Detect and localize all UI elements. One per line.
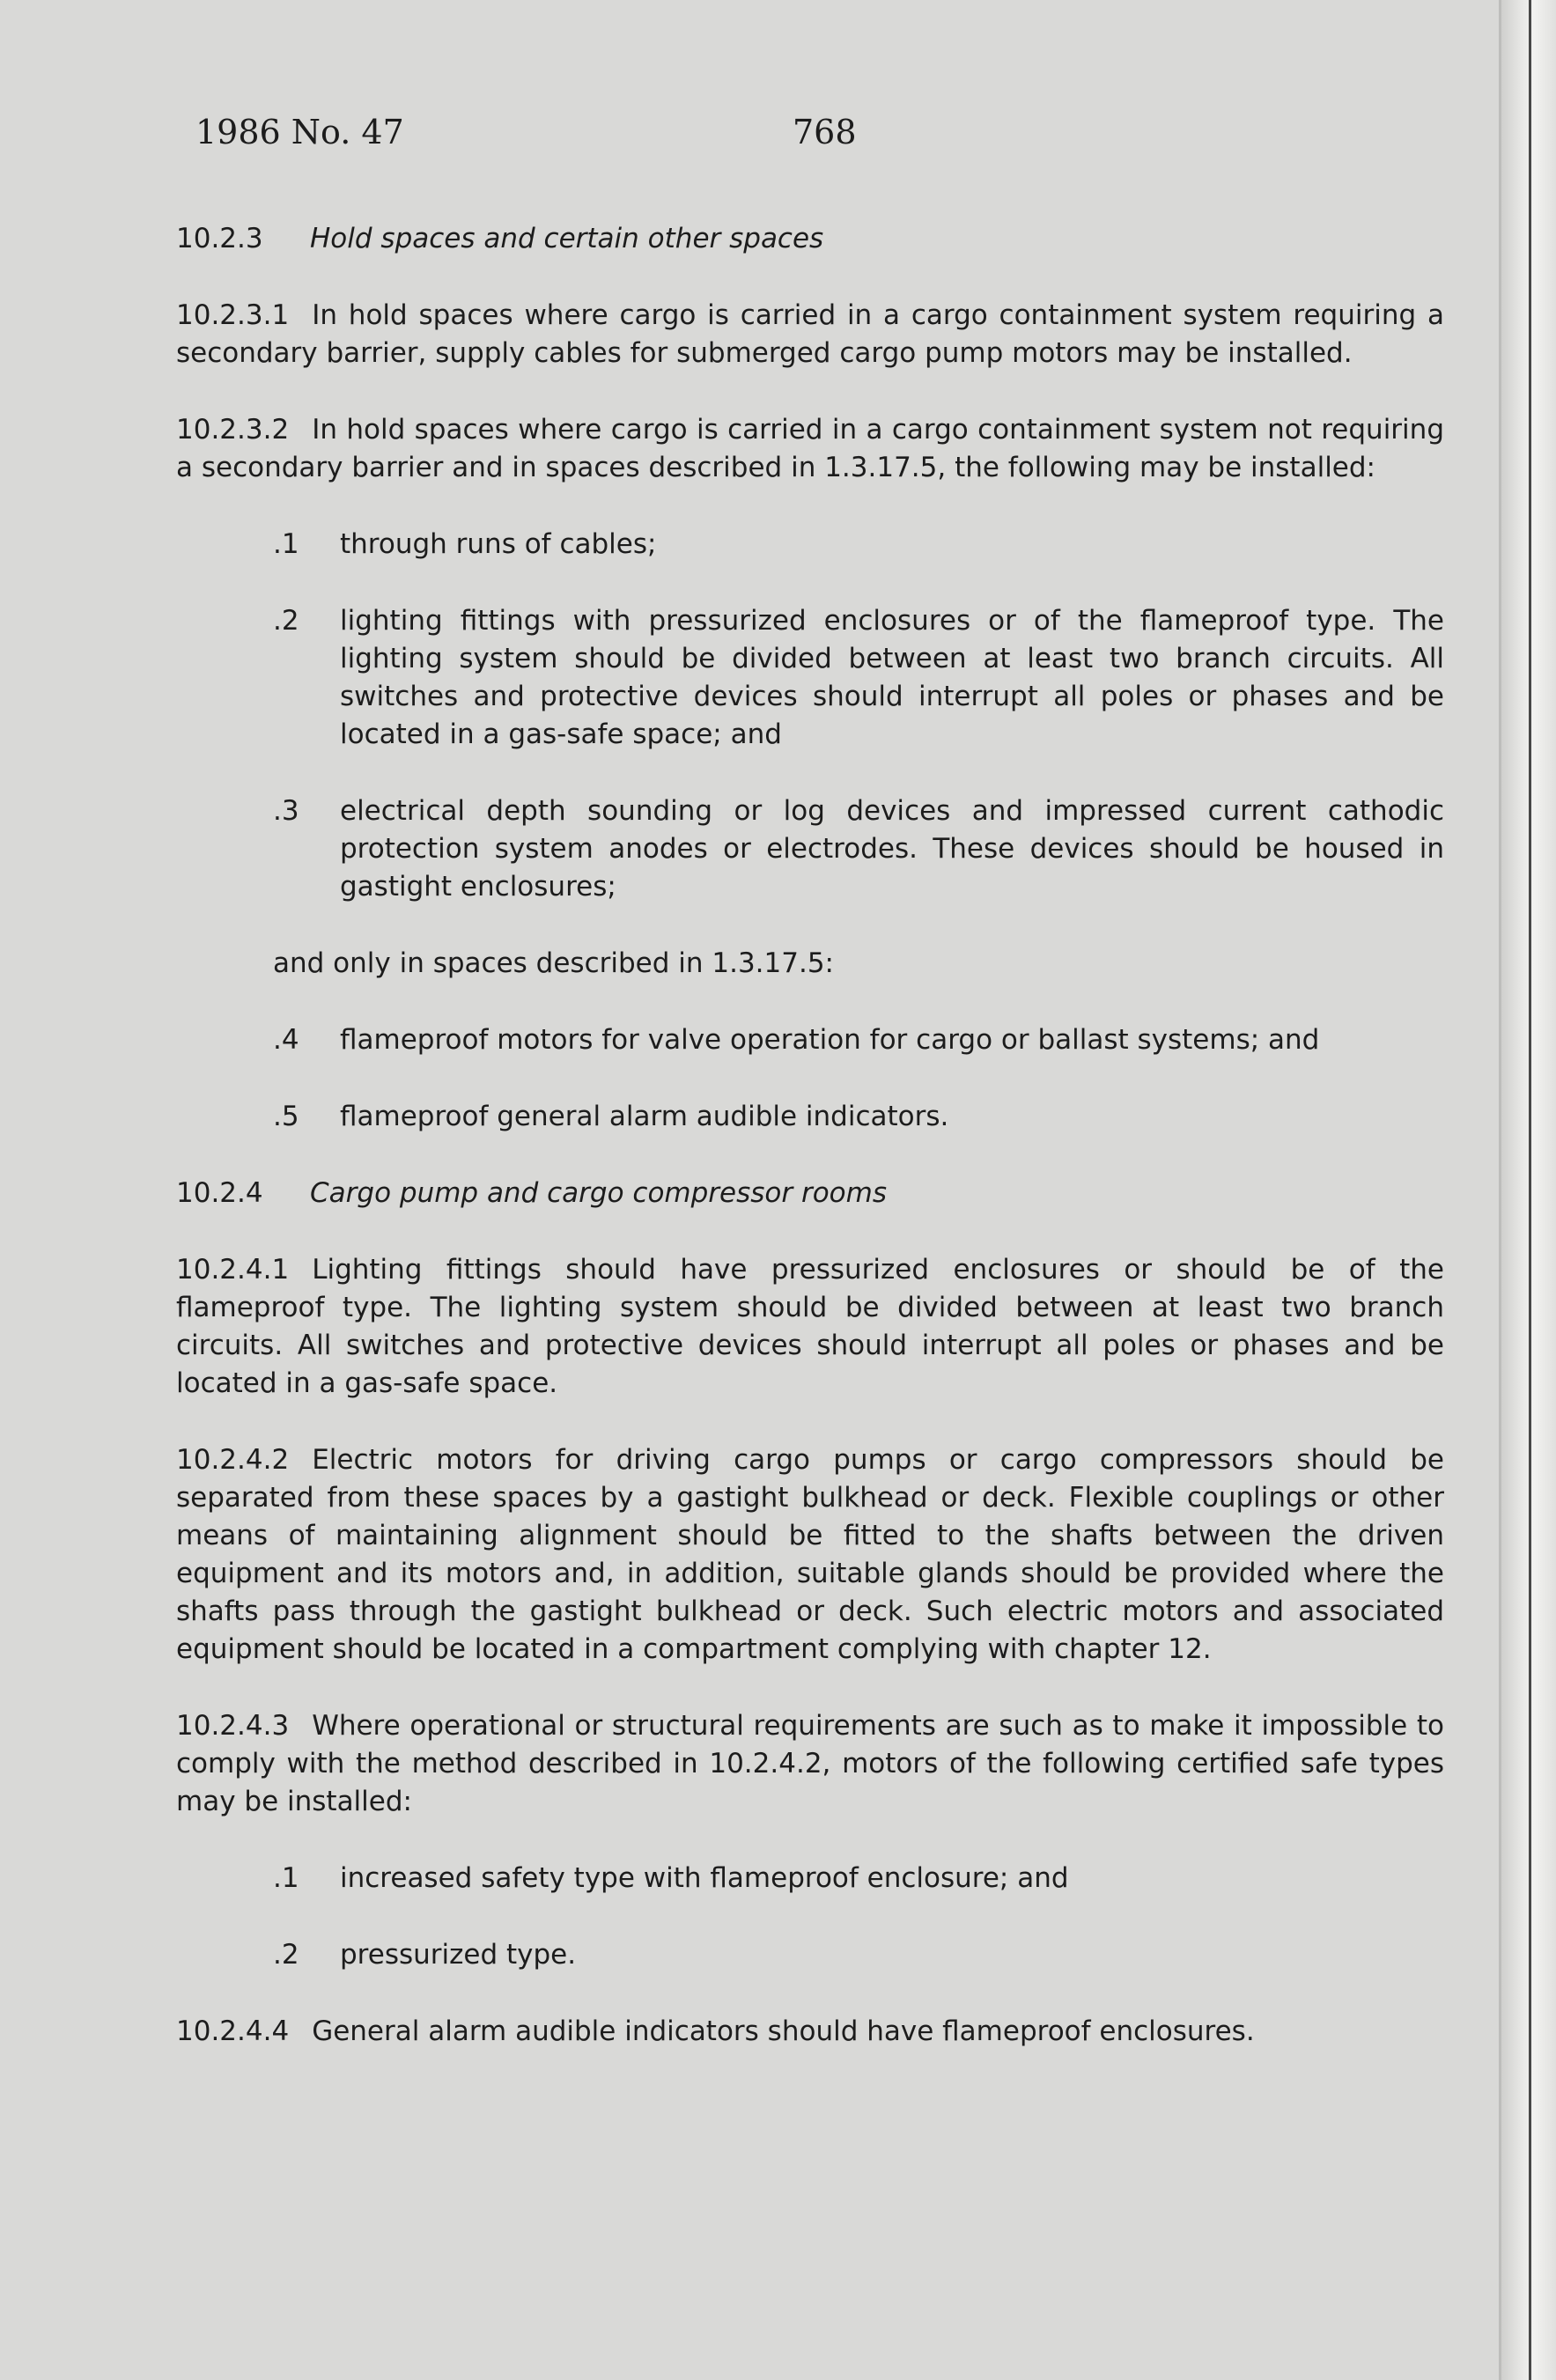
paragraph-number: 10.2.3.2 (176, 414, 290, 446)
paragraph-10-2-4-3 (176, 1707, 1444, 1821)
paragraph-number: 10.2.4.2 (176, 1444, 290, 1476)
page-number: 768 (793, 113, 857, 151)
list-item-number: .2 (273, 1939, 299, 1971)
document-body (176, 220, 1444, 2089)
document-reference: 1986 No. 47 (195, 113, 404, 151)
paragraph-text: Where operational or structural requirements are such as to make it impossible to comply with the method described in 10.2.4.2, motors of the following certified safe types may be installed: (176, 1710, 1444, 1817)
list-item-text: pressurized type. (340, 1939, 577, 1971)
list-item (273, 1936, 1444, 1974)
list-item-number: .5 (273, 1101, 299, 1132)
list-item (273, 1860, 1444, 1897)
list-item-text: increased safety type with flameproof enclosure; and (340, 1862, 1069, 1894)
list-item (273, 526, 1444, 564)
paragraph-10-2-4-2 (176, 1441, 1444, 1669)
list-item (273, 792, 1444, 906)
section-heading-10-2-4 (176, 1175, 1444, 1212)
list-item-text: flameproof general alarm audible indicators. (340, 1101, 949, 1132)
paragraph-text: Electric motors for driving cargo pumps or cargo compressors should be separated from these spaces by a gastight bulkhead or deck. Flexible couplings or other means of maintaining alignment should be fitted to the shafts between the driven equipment and its motors and, in addition, suitable glands should be provided where the shafts pass through the gastight bulkhead or deck. Such electric motors and associated equipment should be located in a compartment complying with chapter 12. (176, 1444, 1444, 1665)
list-item-number: .1 (273, 1862, 299, 1894)
list-item-number: .4 (273, 1024, 299, 1056)
list-item-text: flameproof motors for valve operation for cargo or ballast systems; and (340, 1024, 1320, 1056)
list-item-text: through runs of cables; (340, 528, 657, 560)
paragraph-number: 10.2.3.1 (176, 299, 290, 331)
paragraph-10-2-4-4 (176, 2013, 1444, 2051)
paragraph-10-2-3-2 (176, 411, 1444, 487)
paragraph-number: 10.2.4.3 (176, 1710, 290, 1742)
binding-edge-line (1529, 0, 1531, 2380)
page-edge (1499, 0, 1556, 2380)
list-item-number: .3 (273, 795, 299, 827)
list-item-number: .2 (273, 605, 299, 637)
section-title: Hold spaces and certain other spaces (310, 223, 824, 254)
paragraph-number: 10.2.4.4 (176, 2015, 290, 2047)
paragraph-number: 10.2.4.1 (176, 1254, 290, 1286)
paragraph-text: In hold spaces where cargo is carried in a cargo containment system not requiring a secondary barrier and in spaces described in 1.3.17.5, the following may be installed: (176, 414, 1444, 483)
list-item (273, 1021, 1444, 1059)
paragraph-text: In hold spaces where cargo is carried in a cargo containment system requiring a secondary barrier, supply cables for submerged cargo pump motors may be installed. (176, 299, 1444, 369)
list-item-text: electrical depth sounding or log devices and impressed current cathodic protection system anodes or electrodes. These devices should be housed in gastight enclosures; (340, 795, 1444, 903)
section-number: 10.2.3 (176, 223, 263, 254)
paragraph-text: General alarm audible indicators should have flameproof enclosures. (312, 2015, 1255, 2047)
list-item-number: .1 (273, 528, 299, 560)
section-number: 10.2.4 (176, 1177, 263, 1209)
paragraph-10-2-4-1 (176, 1251, 1444, 1403)
list-item (273, 1098, 1444, 1136)
paragraph-text: Lighting fittings should have pressurized enclosures or should be of the flameproof type. The lighting system should be divided between at least two branch circuits. All switches and protective devices should interrupt all poles or phases and be located in a gas-safe space. (176, 1254, 1444, 1399)
list-item (273, 602, 1444, 754)
section-title: Cargo pump and cargo compressor rooms (310, 1177, 887, 1209)
list-item-text: lighting fittings with pressurized enclosures or of the flameproof type. The lighting system should be divided between at least two branch circuits. All switches and protective devices should interrupt all poles or phases and be located in a gas-safe space; and (340, 605, 1444, 750)
paragraph-10-2-3-1 (176, 297, 1444, 372)
connector-text: and only in spaces described in 1.3.17.5: (273, 947, 834, 979)
page-header (195, 113, 1340, 166)
section-heading-10-2-3 (176, 220, 1444, 258)
